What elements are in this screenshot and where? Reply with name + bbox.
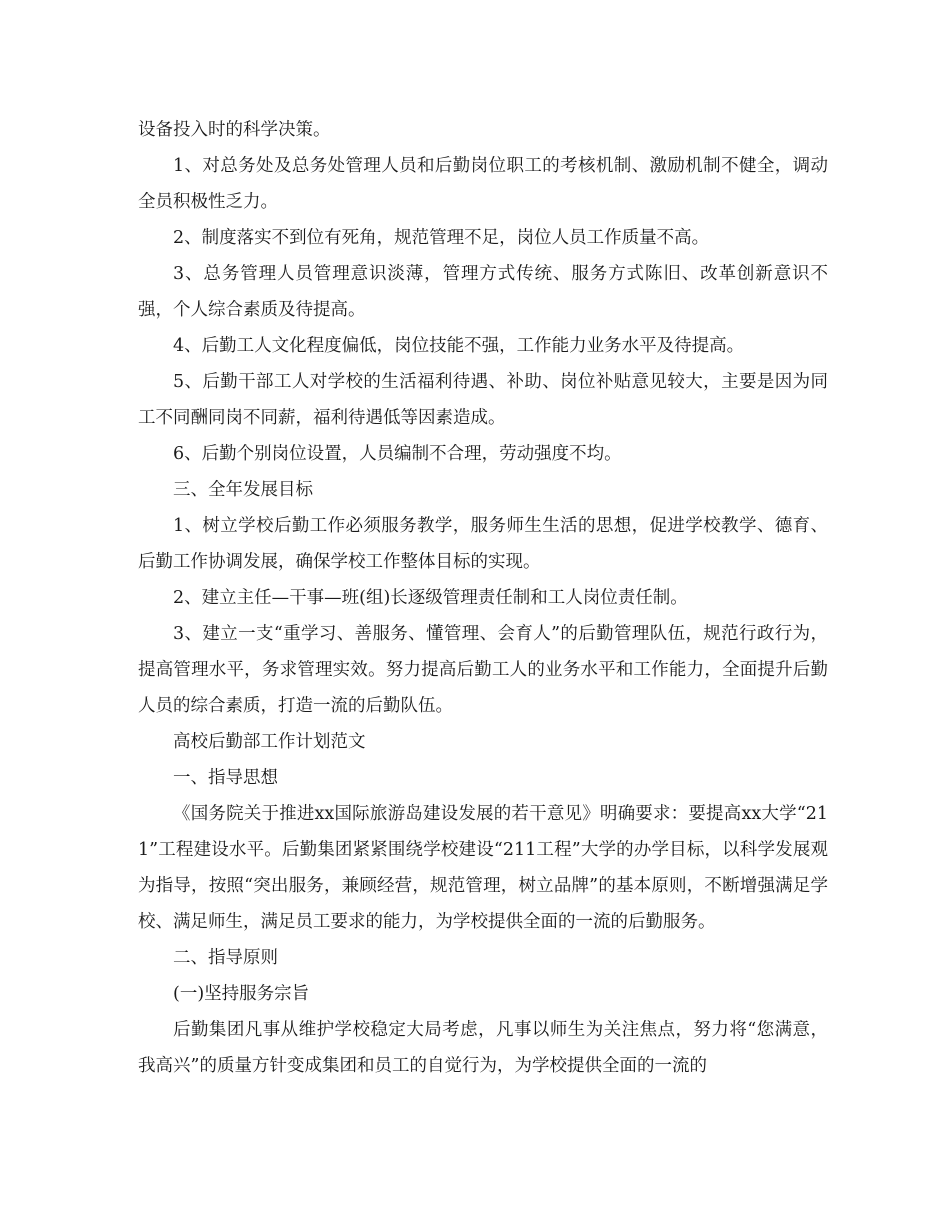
document-body bbox=[138, 112, 828, 1084]
paragraph: 5、后勤干部工人对学校的生活福利待遇、补助、岗位补贴意见较大，主要是因为同工不同酬同岗不同薪，福利待遇低等因素造成。 bbox=[138, 372, 828, 428]
paragraph: 4、后勤工人文化程度偏低，岗位技能不强，工作能力业务水平及待提高。 bbox=[173, 336, 745, 356]
paragraph: 1、对总务处及总务处管理人员和后勤岗位职工的考核机制、激励机制不健全，调动全员积极性乏力。 bbox=[138, 156, 828, 212]
paragraph: 2、建立主任—干事—班(组)长逐级管理责任制和工人岗位责任制。 bbox=[173, 588, 688, 608]
paragraph: 后勤集团凡事从维护学校稳定大局考虑，凡事以师生为关注焦点，努力将“您满意，我高兴”的质量方针变成集团和员工的自觉行为，为学校提供全面的一流的 bbox=[138, 1020, 828, 1076]
subsection-heading: (一)坚持服务宗旨 bbox=[173, 984, 310, 1004]
section-heading: 三、全年发展目标 bbox=[173, 480, 313, 500]
paragraph: 3、建立一支“重学习、善服务、懂管理、会育人”的后勤管理队伍，规范行政行为，提高管理水平，务求管理实效。努力提高后勤工人的业务水平和工作能力，全面提升后勤人员的综合素质，打造一流的后勤队伍。 bbox=[138, 624, 828, 716]
section-heading: 二、指导原则 bbox=[173, 948, 278, 968]
paragraph: 6、后勤个别岗位设置，人员编制不合理，劳动强度不均。 bbox=[173, 444, 622, 464]
paragraph: 《国务院关于推进xx国际旅游岛建设发展的若干意见》明确要求：要提高xx大学“211”工程建设水平。后勤集团紧紧围绕学校建设“211工程”大学的办学目标，以科学发展观为指导，按照“突出服务，兼顾经营，规范管理，树立品牌”的基本原则，不断增强满足学校、满足师生，满足员工要求的能力，为学校提供全面的一流的后勤服务。 bbox=[138, 804, 828, 932]
paragraph: 设备投入时的科学决策。 bbox=[138, 120, 331, 140]
section-title: 高校后勤部工作计划范文 bbox=[173, 732, 366, 752]
paragraph: 1、树立学校后勤工作必须服务教学，服务师生生活的思想，促进学校教学、德育、后勤工作协调发展，确保学校工作整体目标的实现。 bbox=[138, 516, 828, 572]
paragraph: 3、总务管理人员管理意识淡薄，管理方式传统、服务方式陈旧、改革创新意识不强，个人综合素质及待提高。 bbox=[138, 264, 828, 320]
section-heading: 一、指导思想 bbox=[173, 768, 278, 788]
paragraph: 2、制度落实不到位有死角，规范管理不足，岗位人员工作质量不高。 bbox=[173, 228, 710, 248]
